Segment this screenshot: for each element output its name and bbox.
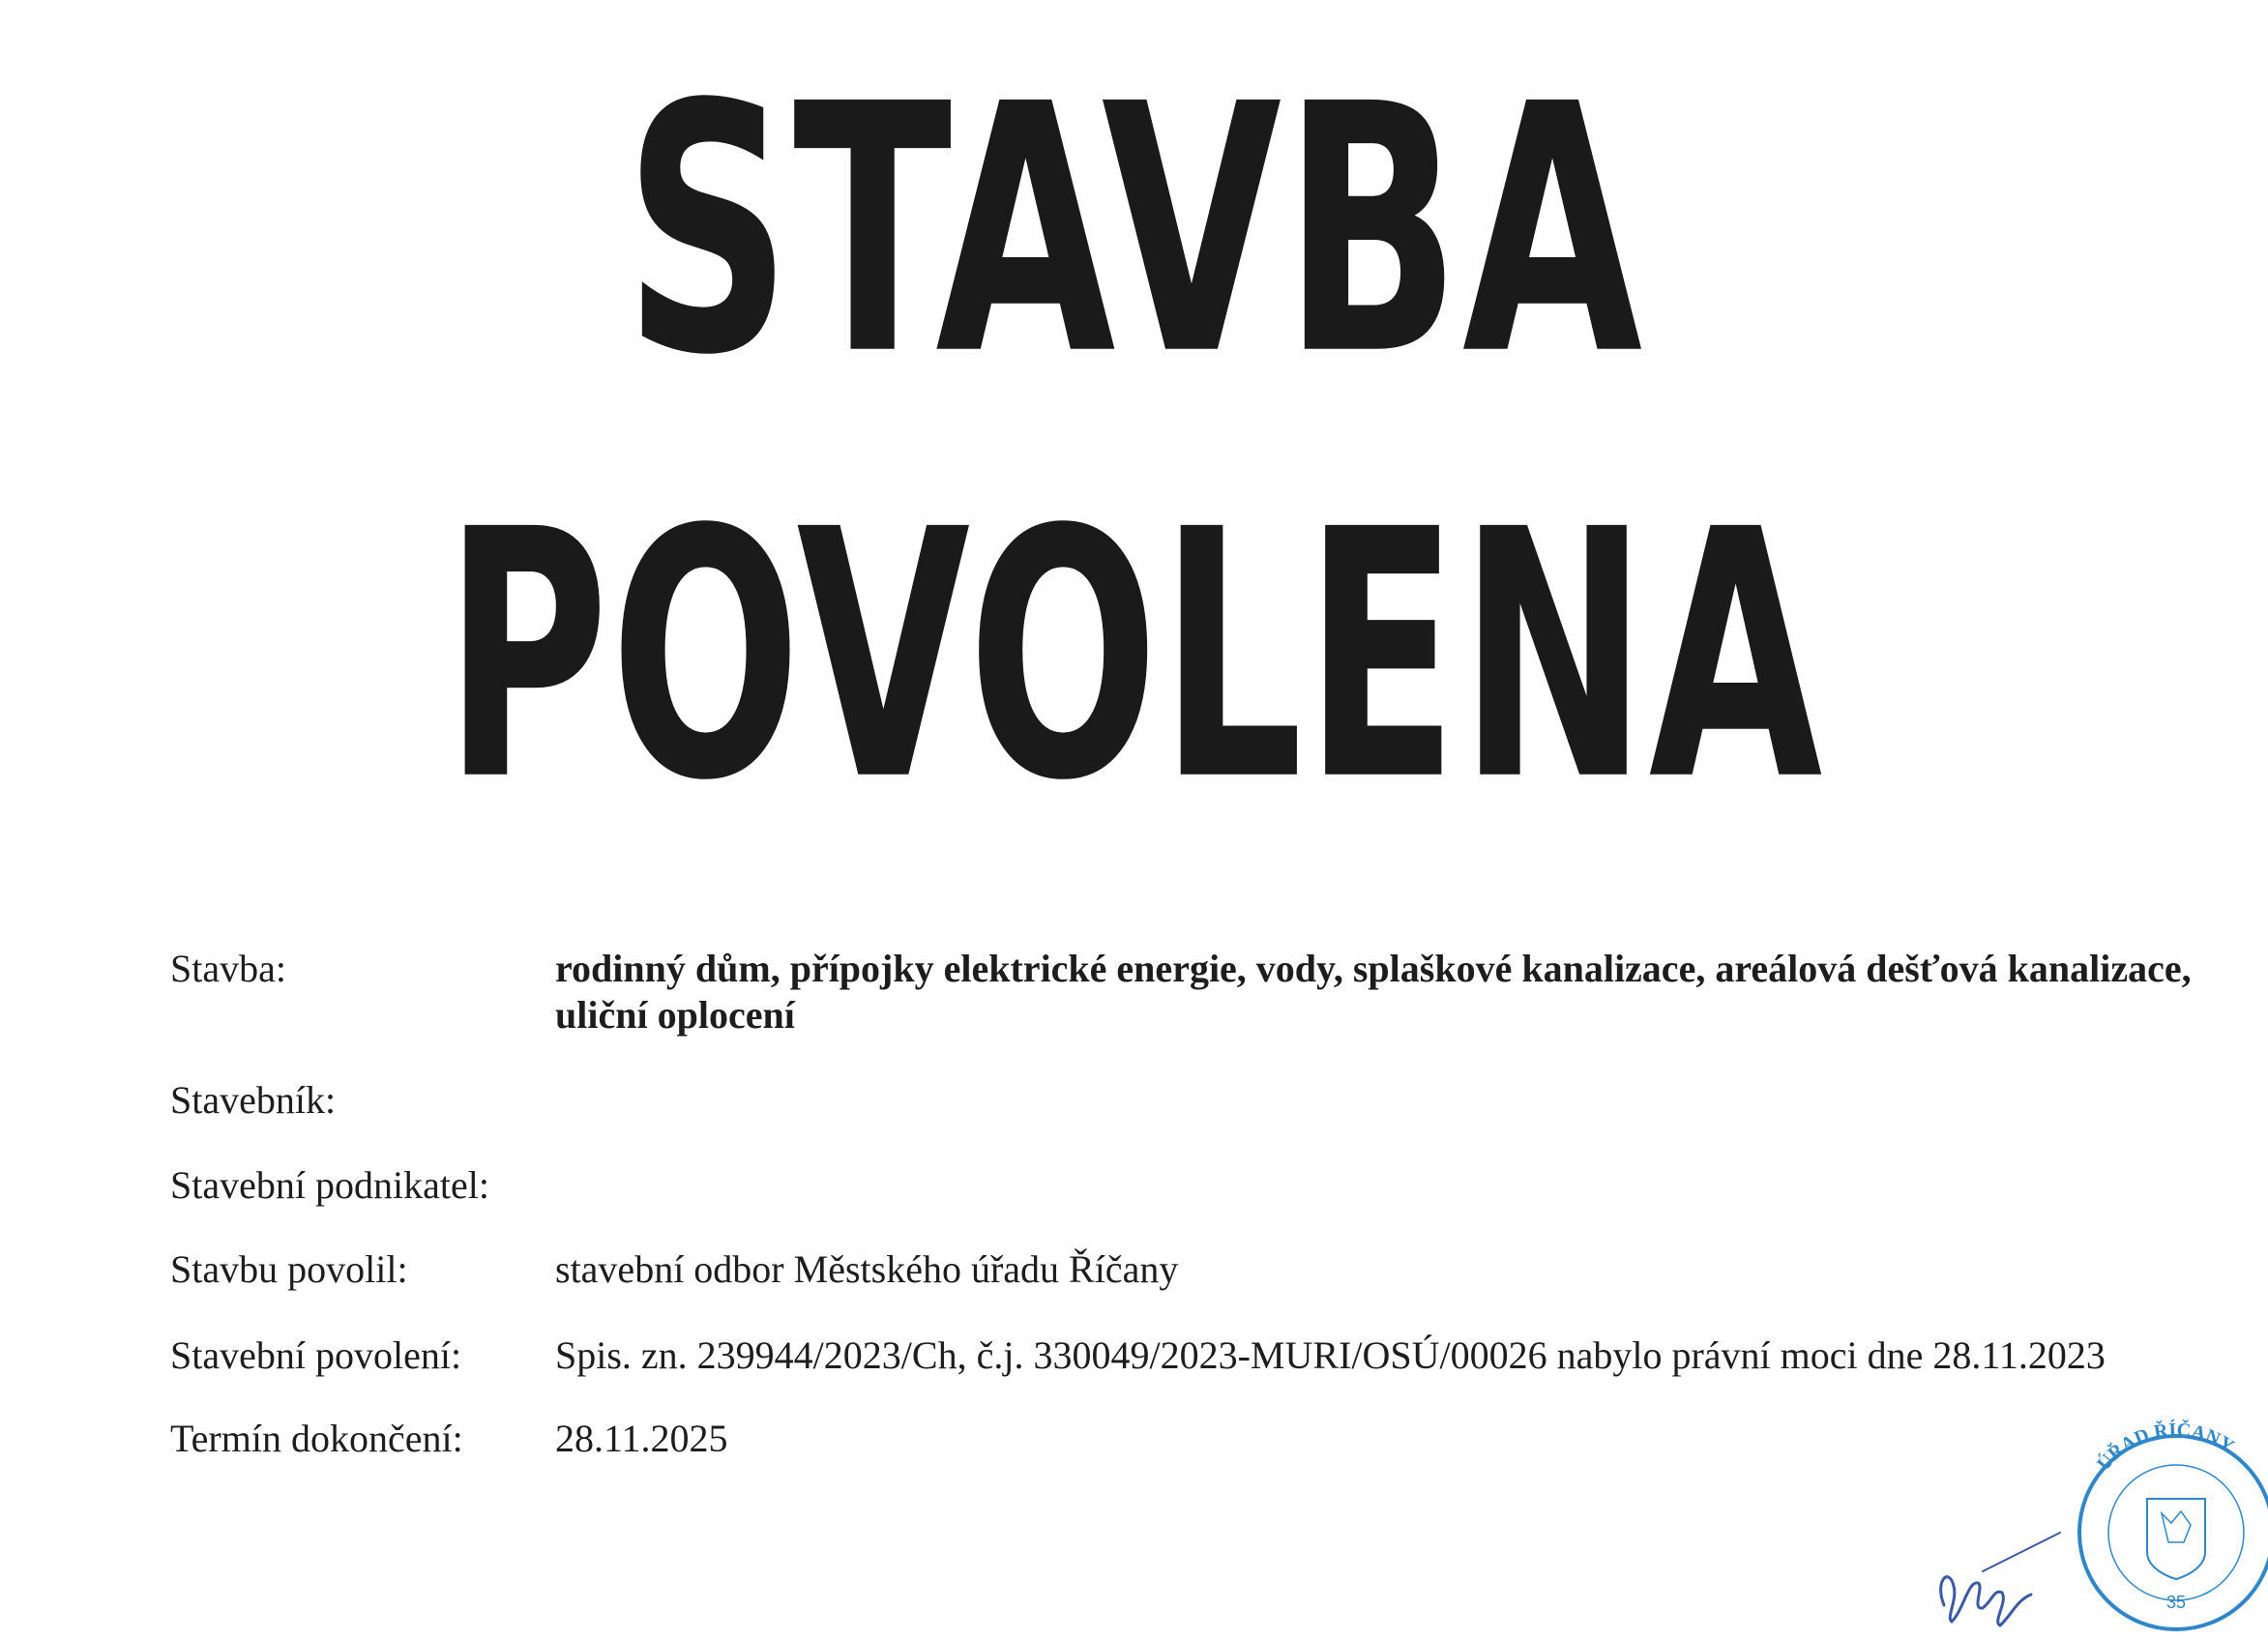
- field-label: Stavební povolení:: [170, 1333, 462, 1377]
- official-stamp: [2060, 1407, 2268, 1639]
- field-label: Stavba:: [170, 947, 286, 990]
- field-value: 28.11.2025: [555, 1417, 728, 1460]
- svg-text:ÚŘAD ŘÍČANY: ÚŘAD ŘÍČANY: [2093, 1419, 2238, 1476]
- signature: [1925, 1513, 2079, 1629]
- field-label: Stavebník:: [170, 1078, 337, 1122]
- heading-line-2: POVOLENA: [444, 457, 1824, 856]
- field-value: rodinný dům, přípojky elektrické energie, vody, splaškové kanalizace, areálová dešťová kanalizace, uliční oplocení: [555, 947, 2192, 1037]
- field-label: Stavební podnikatel:: [170, 1163, 489, 1207]
- field-value: stavební odbor Městského úřadu Říčany: [555, 1247, 1179, 1291]
- field-label: Stavbu povolil:: [170, 1247, 408, 1291]
- field-label: Termín dokončení:: [170, 1417, 463, 1460]
- stamp-number: 35: [2165, 1593, 2187, 1612]
- field-value: Spis. zn. 239944/2023/Ch, č.j. 330049/2023-MURI/OSÚ/00026 nabylo právní moci dne 28.11.2023: [555, 1333, 2106, 1377]
- heading-line-1: STAVBA: [624, 32, 1644, 430]
